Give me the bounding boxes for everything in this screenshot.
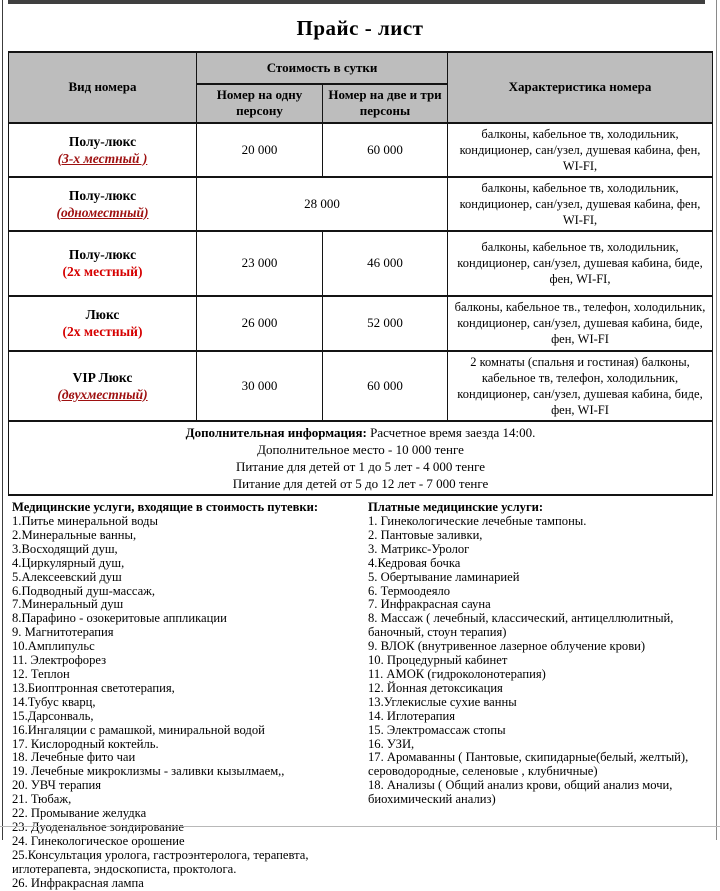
- list-item: 12. Теплон: [12, 667, 70, 681]
- room-name: Полу-люкс: [68, 247, 137, 262]
- price-one-person: 23 000: [197, 231, 323, 296]
- room-features: балконы, кабельное тв, холодильник, кондиционер, сан/узел, душевая кабина, фен, WI-FI,: [448, 177, 713, 231]
- list-item: 17. Аромаванны ( Пантовые, скипидарные(белый, желтый), сероводородные, селеновые , клубничные): [368, 750, 689, 779]
- list-item: 25.Консультация уролога, гастроэнтеролога, терапевта, иглотерапевта, эндоскописта, проктолога.: [12, 847, 309, 876]
- additional-info-label: Дополнительная информация:: [185, 424, 367, 440]
- room-subtype: (3-х местный ): [57, 150, 148, 166]
- included-services-list: [12, 501, 360, 890]
- room-features: балконы, кабельное тв, холодильник, кондиционер, сан/узел, душевая кабина, биде, фен, WI-FI,: [448, 231, 713, 296]
- paid-services-list: [368, 501, 708, 807]
- table-row: [9, 351, 713, 421]
- list-item: 14. Иглотерапия: [368, 708, 456, 723]
- additional-info-line: Дополнительное место - 10 000 тенге: [257, 441, 464, 457]
- price-table: [8, 51, 713, 496]
- list-item: 9. Магнитотерапия: [12, 625, 114, 640]
- list-item: 8.Парафино - озокеритовые аппликации: [12, 611, 227, 626]
- room-subtype: (одноместный): [56, 204, 149, 220]
- additional-info: [9, 421, 713, 496]
- price-two-three: 52 000: [323, 296, 448, 351]
- list-item: 3.Восходящий душ,: [12, 541, 118, 556]
- services-section: [0, 496, 720, 890]
- page-bottom-border: [0, 826, 720, 827]
- list-item: 12. Йонная детоксикация: [368, 680, 503, 695]
- additional-info-line: Питание для детей от 1 до 5 лет - 4 000 тенге: [236, 458, 485, 474]
- page-left-border: [2, 0, 3, 840]
- list-item: 11. АМОК (гидроколонотерапия): [368, 667, 546, 681]
- list-item: 7. Инфракрасная сауна: [368, 597, 491, 612]
- included-services-items: [12, 529, 360, 891]
- list-item: 7.Минеральный душ: [12, 597, 124, 612]
- header-cost-per-day: Стоимость в сутки: [197, 52, 448, 84]
- room-features: 2 комнаты (спальня и гостиная) балконы, кабельное тв, телефон, холодильник, кондиционер, сан/узел, душевая кабина, биде, фен, WI-FI: [448, 351, 713, 421]
- room-name: Полу-люкс: [68, 187, 137, 203]
- additional-info-row: [9, 421, 713, 496]
- price-one-person: 30 000: [197, 351, 323, 421]
- list-item: 4.Циркулярный душ,: [12, 555, 125, 570]
- list-item: 6.Подводный душ-массаж,: [12, 583, 156, 598]
- room-name: Люкс: [85, 307, 120, 322]
- list-item: 15. Электромассаж стопы: [368, 722, 506, 737]
- table-row: [9, 296, 713, 351]
- header-characteristics: Характеристика номера: [448, 52, 713, 123]
- price-one-person: 20 000: [197, 123, 323, 177]
- list-item: 18. Лечебные фито чаи: [12, 750, 136, 765]
- price-two-three: 46 000: [323, 231, 448, 296]
- room-subtype: (2х местный): [62, 324, 143, 339]
- header-two-three-persons: Номер на две и три персоны: [323, 84, 448, 123]
- price-two-three: 60 000: [323, 351, 448, 421]
- room-subtype: (2х местный): [62, 264, 143, 279]
- list-item: 9. ВЛОК (внутривенное лазерное облучение крови): [368, 639, 646, 654]
- additional-info-line: Питание для детей от 5 до 12 лет - 7 000 тенге: [232, 475, 489, 491]
- list-item: 26. Инфракрасная лампа: [12, 875, 144, 890]
- table-row: [9, 123, 713, 177]
- top-divider-bar: [8, 0, 705, 4]
- list-item: [12, 821, 360, 835]
- paid-services-header: Платные медицинские услуги:: [368, 500, 544, 515]
- list-item: 4.Кедровая бочка: [368, 555, 461, 570]
- list-item: 16. УЗИ,: [368, 736, 415, 751]
- list-item: 17. Кислородный коктейль.: [12, 736, 159, 751]
- list-item: 5. Обертывание ламинарией: [368, 569, 520, 584]
- list-item: 5.Алексеевский душ: [12, 569, 122, 584]
- list-item: 20. УВЧ терапия: [12, 778, 101, 793]
- header-room-type: Вид номера: [9, 52, 197, 123]
- list-item: 1. Гинекологические лечебные тампоны.: [368, 514, 587, 529]
- list-item: 6. Термоодеяло: [368, 583, 451, 598]
- list-item: 8. Массаж ( лечебный, классический, антицеллюлитный, баночный, стоун терапия): [368, 611, 674, 640]
- room-features: балконы, кабельное тв., телефон, холодильник, кондиционер, сан/узел, душевая кабина, биде, фен, WI-FI: [448, 296, 713, 351]
- page-title: Прайс - лист: [296, 16, 424, 40]
- list-item: 18. Анализы ( Общий анализ крови, общий анализ мочи, биохимический анализ): [368, 778, 673, 807]
- included-services-lead: [12, 501, 360, 529]
- paid-services-items: [368, 515, 708, 807]
- page-right-border: [716, 0, 717, 840]
- list-item: 3. Матрикс-Уролог: [368, 541, 470, 556]
- included-services-first-item: 1.Питье минеральной воды: [12, 514, 158, 529]
- room-subtype: (двухместный): [57, 386, 148, 402]
- room-name: VIP Люкс: [72, 369, 133, 385]
- table-row: [9, 177, 713, 231]
- list-item: 15.Дарсонваль,: [12, 708, 94, 723]
- included-services-header: Медицинские услуги, входящие в стоимость путевки:: [12, 500, 319, 515]
- list-item: 19. Лечебные микроклизмы - заливки кызылмаем,,: [12, 764, 285, 779]
- room-name: Полу-люкс: [68, 133, 137, 149]
- list-item: 24. Гинекологическое орошение: [12, 833, 185, 848]
- list-item: 13.Углекислые сухие ванны: [368, 694, 517, 709]
- price-two-three: 60 000: [323, 123, 448, 177]
- table-row: [9, 231, 713, 296]
- list-item: 2.Минеральные ванны,: [12, 527, 137, 542]
- price-one-person: 26 000: [197, 296, 323, 351]
- list-item: 13.Биоптронная светотерапия,: [12, 680, 175, 695]
- list-item: 10. Процедурный кабинет: [368, 653, 508, 668]
- header-one-person: Номер на одну персону: [197, 84, 323, 123]
- list-item: 21. Тюбаж,: [12, 792, 72, 807]
- additional-info-line: Дополнительная информация: Расчетное время заезда 14:00.: [185, 424, 536, 440]
- list-item: 16.Ингаляции с рамашкой, миниральной водой: [12, 722, 265, 737]
- list-item: 22. Промывание желудка: [12, 806, 147, 821]
- room-features: балконы, кабельное тв, холодильник, кондиционер, сан/узел, душевая кабина, фен, WI-FI,: [448, 123, 713, 177]
- price-merged: 28 000: [197, 177, 448, 231]
- list-item: 2. Пантовые заливки,: [368, 527, 483, 542]
- list-item: 14.Тубус кварц,: [12, 694, 96, 709]
- list-item: 10.Амплипульс: [12, 639, 95, 654]
- list-item: 11. Электрофорез: [12, 653, 107, 668]
